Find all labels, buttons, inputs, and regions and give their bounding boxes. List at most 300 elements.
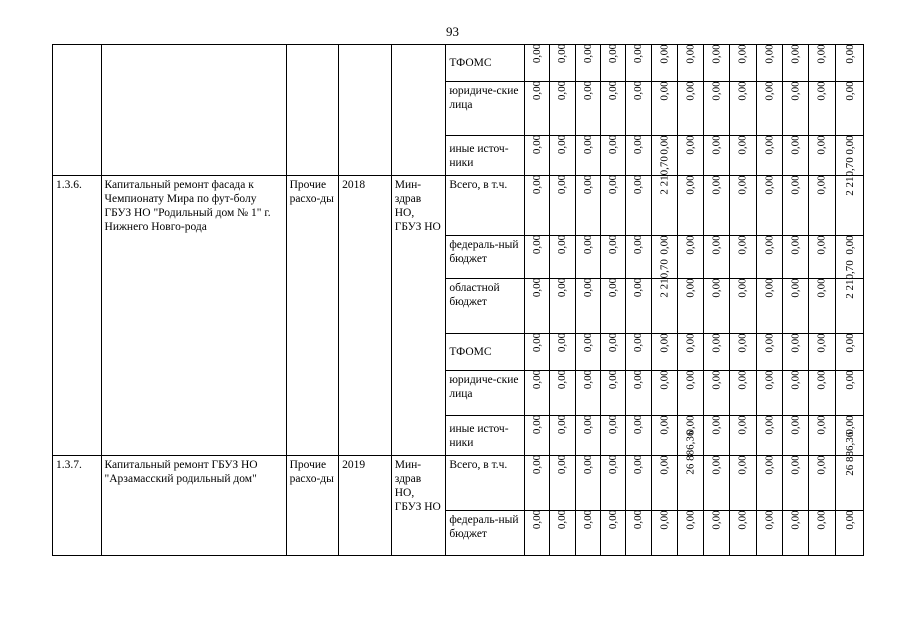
amount-cell [525, 45, 550, 82]
amount-value: 0,00 [815, 333, 828, 353]
amount-value: 0,00 [710, 135, 723, 155]
amount-cell [756, 334, 782, 371]
amount-cell [756, 176, 782, 236]
amount-cell [626, 136, 651, 176]
amount-cell [677, 82, 703, 136]
amount-value: 0,00 [581, 43, 594, 64]
amount-value: 0,00 [763, 235, 776, 255]
amount-value: 0,00 [607, 134, 620, 155]
amount-cell [809, 456, 835, 511]
amount-value: 0,00 [684, 175, 697, 195]
amount-cell [525, 82, 550, 136]
amount-cell [835, 82, 864, 136]
amount-value: 0,00 [843, 333, 856, 353]
amount-cell [782, 236, 808, 279]
amount-cell [550, 45, 575, 82]
amount-value: 0,00 [658, 135, 671, 155]
amount-value: 0,00 [581, 454, 594, 475]
funding-source: иные источ-ники [446, 416, 525, 456]
amount-value: 0,00 [815, 135, 828, 155]
amount-value: 0,00 [531, 369, 544, 390]
amount-value: 2 210,70 [658, 156, 671, 195]
amount-value: 0,00 [737, 44, 750, 64]
amount-cell [704, 279, 730, 334]
amount-value: 0,00 [531, 80, 544, 101]
amount-cell [651, 334, 677, 371]
amount-value: 0,00 [737, 333, 750, 353]
amount-value: 0,00 [710, 333, 723, 353]
amount-cell [730, 45, 756, 82]
amount-cell [756, 236, 782, 279]
amount-value: 0,00 [581, 134, 594, 155]
amount-value: 0,00 [684, 370, 697, 390]
funding-source: юридиче-ские лица [446, 82, 525, 136]
amount-cell [704, 511, 730, 556]
amount-value: 0,00 [843, 370, 856, 390]
amount-value: 0,00 [556, 509, 569, 530]
amount-cell [756, 371, 782, 416]
amount-cell [626, 82, 651, 136]
amount-cell [601, 456, 626, 511]
amount-cell [704, 45, 730, 82]
amount-value: 0,00 [763, 81, 776, 101]
amount-cell [550, 456, 575, 511]
amount-value: 0,00 [789, 278, 802, 298]
amount-value: 0,00 [789, 81, 802, 101]
amount-value: 0,00 [815, 175, 828, 195]
amount-cell [809, 334, 835, 371]
amount-value: 0,00 [815, 510, 828, 530]
amount-value: 0,00 [684, 510, 697, 530]
amount-value: 0,00 [581, 80, 594, 101]
amount-cell [626, 334, 651, 371]
amount-value: 0,00 [789, 135, 802, 155]
amount-cell [782, 82, 808, 136]
amount-value: 0,00 [763, 510, 776, 530]
amount-cell [809, 416, 835, 456]
amount-cell [626, 456, 651, 511]
amount-cell [782, 136, 808, 176]
amount-value: 0,00 [710, 455, 723, 475]
amount-value: 0,00 [531, 454, 544, 475]
row-code: 1.3.7. [53, 456, 102, 556]
amount-value: 0,00 [531, 277, 544, 298]
amount-value: 0,00 [710, 235, 723, 255]
amount-value: 0,00 [684, 135, 697, 155]
amount-value: 0,00 [815, 235, 828, 255]
funding-source: областной бюджет [446, 279, 525, 334]
amount-value: 0,00 [556, 80, 569, 101]
amount-value: 0,00 [531, 509, 544, 530]
amount-cell [704, 176, 730, 236]
row-year: 2019 [339, 456, 392, 556]
amount-value: 0,00 [815, 81, 828, 101]
amount-value: 0,00 [531, 234, 544, 255]
amount-value: 0,00 [607, 332, 620, 353]
amount-cell [677, 176, 703, 236]
row-year: 2018 [339, 176, 392, 456]
amount-value: 0,00 [737, 510, 750, 530]
amount-value: 0,00 [658, 333, 671, 353]
amount-value: 0,00 [607, 80, 620, 101]
amount-value: 0,00 [789, 175, 802, 195]
amount-cell [809, 511, 835, 556]
amount-value: 0,00 [658, 44, 671, 64]
amount-cell [626, 236, 651, 279]
amount-value: 0,00 [658, 370, 671, 390]
amount-value: 26 886,36 [684, 430, 697, 475]
amount-cell [626, 511, 651, 556]
amount-cell [809, 236, 835, 279]
amount-value: 0,00 [737, 135, 750, 155]
funding-source: Всего, в т.ч. [446, 176, 525, 236]
amount-value: 0,00 [581, 234, 594, 255]
amount-cell [575, 511, 600, 556]
amount-cell [626, 45, 651, 82]
amount-value: 0,00 [843, 135, 856, 155]
amount-cell [756, 456, 782, 511]
funding-source: Всего, в т.ч. [446, 456, 525, 511]
amount-cell [601, 176, 626, 236]
amount-cell [525, 176, 550, 236]
amount-cell [626, 176, 651, 236]
amount-cell [525, 334, 550, 371]
amount-value: 0,00 [737, 235, 750, 255]
amount-value: 0,00 [843, 81, 856, 101]
amount-cell [809, 176, 835, 236]
amount-value: 0,00 [632, 174, 645, 195]
amount-cell [575, 82, 600, 136]
amount-cell [525, 416, 550, 456]
amount-cell [651, 456, 677, 511]
amount-cell [730, 416, 756, 456]
amount-cell [704, 236, 730, 279]
amount-value: 0,00 [843, 415, 856, 435]
amount-cell [575, 136, 600, 176]
amount-cell [575, 416, 600, 456]
amount-cell [550, 176, 575, 236]
amount-cell [601, 279, 626, 334]
amount-cell [677, 136, 703, 176]
amount-value: 0,00 [581, 277, 594, 298]
amount-value: 0,00 [737, 415, 750, 435]
amount-value: 0,00 [789, 455, 802, 475]
amount-cell [730, 279, 756, 334]
amount-value: 0,00 [763, 455, 776, 475]
amount-value: 0,00 [581, 332, 594, 353]
amount-value: 0,00 [556, 369, 569, 390]
amount-cell [601, 511, 626, 556]
amount-cell [782, 371, 808, 416]
amount-cell [704, 416, 730, 456]
amount-value: 0,00 [737, 370, 750, 390]
amount-value: 0,00 [684, 235, 697, 255]
amount-cell [525, 456, 550, 511]
amount-cell [601, 371, 626, 416]
amount-cell [651, 156, 677, 236]
amount-cell [756, 45, 782, 82]
amount-value: 0,00 [789, 415, 802, 435]
amount-value: 0,00 [531, 414, 544, 435]
page-number: 93 [446, 24, 459, 39]
amount-cell [730, 334, 756, 371]
amount-value: 0,00 [607, 509, 620, 530]
amount-value: 0,00 [531, 43, 544, 64]
amount-cell [809, 279, 835, 334]
amount-value: 0,00 [815, 415, 828, 435]
amount-value: 26 886,36 [843, 431, 856, 476]
amount-value: 0,00 [684, 278, 697, 298]
amount-cell [782, 279, 808, 334]
amount-value: 0,00 [632, 277, 645, 298]
amount-cell [525, 236, 550, 279]
amount-cell [756, 136, 782, 176]
amount-cell [550, 136, 575, 176]
amount-value: 0,00 [556, 174, 569, 195]
amount-cell [550, 236, 575, 279]
table-row [53, 176, 864, 236]
amount-cell [525, 511, 550, 556]
amount-cell [782, 456, 808, 511]
amount-cell [704, 136, 730, 176]
amount-cell [835, 260, 864, 334]
amount-value: 0,00 [763, 175, 776, 195]
amount-cell [756, 279, 782, 334]
amount-cell [756, 416, 782, 456]
amount-value: 0,00 [556, 332, 569, 353]
amount-value: 0,00 [607, 277, 620, 298]
amount-value: 0,00 [843, 510, 856, 530]
amount-value: 0,00 [607, 369, 620, 390]
amount-cell [550, 82, 575, 136]
amount-value: 0,00 [632, 454, 645, 475]
amount-cell [651, 511, 677, 556]
amount-cell [601, 82, 626, 136]
row-name: Капитальный ремонт фасада к Чемпионату Мира по фут-болу ГБУЗ НО "Родильный дом № 1" г. Нижнего Новго-рода [101, 176, 286, 456]
amount-value: 2 210,70 [658, 259, 671, 298]
amount-cell [525, 279, 550, 334]
amount-value: 0,00 [815, 455, 828, 475]
amount-cell [704, 456, 730, 511]
amount-cell [809, 136, 835, 176]
amount-value: 0,00 [737, 175, 750, 195]
amount-value: 2 210,70 [843, 260, 856, 299]
amount-cell [550, 334, 575, 371]
amount-cell [550, 279, 575, 334]
amount-cell [730, 511, 756, 556]
amount-value: 0,00 [581, 369, 594, 390]
amount-cell [730, 82, 756, 136]
row-kind [286, 45, 339, 176]
row-year [339, 45, 392, 176]
funding-source: ТФОМС [446, 45, 525, 82]
amount-cell [575, 236, 600, 279]
amount-value: 0,00 [607, 414, 620, 435]
amount-value: 0,00 [789, 370, 802, 390]
row-kind: Прочие расхо-ды [286, 176, 339, 456]
amount-value: 0,00 [632, 43, 645, 64]
amount-cell [677, 511, 703, 556]
amount-value: 0,00 [581, 174, 594, 195]
amount-cell [575, 334, 600, 371]
amount-value: 0,00 [710, 44, 723, 64]
amount-cell [575, 279, 600, 334]
amount-cell [809, 82, 835, 136]
funding-source: федераль-ный бюджет [446, 511, 525, 556]
amount-value: 0,00 [658, 81, 671, 101]
amount-cell [730, 456, 756, 511]
amount-value: 0,00 [684, 81, 697, 101]
amount-value: 0,00 [632, 414, 645, 435]
budget-table [52, 44, 864, 556]
amount-value: 0,00 [710, 278, 723, 298]
amount-cell [677, 430, 703, 511]
amount-cell [575, 456, 600, 511]
amount-value: 0,00 [684, 333, 697, 353]
amount-value: 0,00 [710, 510, 723, 530]
amount-value: 0,00 [607, 454, 620, 475]
amount-cell [651, 45, 677, 82]
amount-cell [601, 334, 626, 371]
amount-cell [782, 511, 808, 556]
funding-source: юридиче-ские лица [446, 371, 525, 416]
amount-value: 0,00 [556, 234, 569, 255]
amount-value: 0,00 [607, 174, 620, 195]
row-kind: Прочие расхо-ды [286, 456, 339, 556]
amount-value: 0,00 [843, 44, 856, 64]
amount-value: 0,00 [843, 235, 856, 255]
amount-cell [550, 511, 575, 556]
table-row [53, 45, 864, 82]
amount-cell [626, 279, 651, 334]
amount-cell [550, 416, 575, 456]
amount-cell [601, 236, 626, 279]
amount-value: 0,00 [632, 234, 645, 255]
amount-cell [601, 416, 626, 456]
amount-value: 0,00 [607, 234, 620, 255]
amount-cell [575, 45, 600, 82]
amount-value: 0,00 [737, 278, 750, 298]
row-code: 1.3.6. [53, 176, 102, 456]
amount-cell [756, 82, 782, 136]
amount-value: 0,00 [815, 44, 828, 64]
amount-cell [575, 176, 600, 236]
amount-cell [835, 371, 864, 416]
amount-value: 0,00 [763, 370, 776, 390]
amount-value: 0,00 [763, 135, 776, 155]
amount-value: 0,00 [815, 278, 828, 298]
amount-value: 0,00 [789, 44, 802, 64]
amount-cell [835, 511, 864, 556]
amount-value: 0,00 [607, 43, 620, 64]
amount-value: 0,00 [710, 415, 723, 435]
amount-value: 0,00 [658, 415, 671, 435]
amount-value: 0,00 [632, 509, 645, 530]
amount-value: 0,00 [531, 134, 544, 155]
amount-cell [677, 371, 703, 416]
amount-value: 0,00 [815, 370, 828, 390]
amount-value: 0,00 [531, 332, 544, 353]
row-name [101, 45, 286, 176]
amount-value: 0,00 [763, 333, 776, 353]
amount-value: 0,00 [556, 134, 569, 155]
amount-cell [651, 416, 677, 456]
amount-cell [730, 371, 756, 416]
amount-cell [601, 136, 626, 176]
amount-cell [550, 371, 575, 416]
amount-cell [730, 176, 756, 236]
amount-value: 0,00 [684, 415, 697, 435]
amount-value: 0,00 [632, 369, 645, 390]
row-org: Мин-здрав НО, ГБУЗ НО [391, 456, 446, 556]
amount-cell [626, 416, 651, 456]
row-code [53, 45, 102, 176]
amount-cell [525, 371, 550, 416]
amount-cell [677, 334, 703, 371]
funding-source: федераль-ный бюджет [446, 236, 525, 279]
amount-cell [704, 334, 730, 371]
amount-value: 0,00 [556, 454, 569, 475]
amount-cell [756, 511, 782, 556]
amount-value: 0,00 [556, 43, 569, 64]
amount-cell [730, 236, 756, 279]
amount-value: 0,00 [658, 510, 671, 530]
amount-cell [626, 371, 651, 416]
amount-value: 0,00 [789, 510, 802, 530]
amount-cell [677, 236, 703, 279]
amount-cell [835, 45, 864, 82]
amount-value: 0,00 [531, 174, 544, 195]
amount-value: 0,00 [789, 333, 802, 353]
row-name: Капитальный ремонт ГБУЗ НО "Арзамасский родильный дом" [101, 456, 286, 556]
amount-value: 0,00 [658, 455, 671, 475]
amount-value: 0,00 [763, 278, 776, 298]
amount-cell [835, 431, 864, 511]
amount-value: 0,00 [789, 235, 802, 255]
amount-cell [730, 136, 756, 176]
amount-cell [525, 136, 550, 176]
amount-value: 0,00 [581, 509, 594, 530]
amount-cell [835, 334, 864, 371]
row-org: Мин-здрав НО, ГБУЗ НО [391, 176, 446, 456]
amount-cell [835, 157, 864, 236]
amount-value: 0,00 [632, 80, 645, 101]
amount-value: 0,00 [710, 175, 723, 195]
amount-cell [677, 45, 703, 82]
amount-value: 0,00 [763, 415, 776, 435]
amount-value: 0,00 [632, 134, 645, 155]
amount-value: 0,00 [556, 277, 569, 298]
amount-cell [651, 259, 677, 334]
amount-cell [782, 334, 808, 371]
amount-cell [704, 82, 730, 136]
amount-cell [704, 371, 730, 416]
amount-cell [809, 371, 835, 416]
amount-value: 0,00 [737, 81, 750, 101]
amount-cell [651, 82, 677, 136]
amount-value: 0,00 [737, 455, 750, 475]
amount-cell [575, 371, 600, 416]
amount-cell [782, 176, 808, 236]
amount-cell [651, 371, 677, 416]
amount-cell [782, 45, 808, 82]
amount-value: 2 210,70 [843, 157, 856, 196]
amount-value: 0,00 [763, 44, 776, 64]
amount-value: 0,00 [632, 332, 645, 353]
amount-value: 0,00 [658, 235, 671, 255]
amount-value: 0,00 [556, 414, 569, 435]
amount-value: 0,00 [710, 370, 723, 390]
